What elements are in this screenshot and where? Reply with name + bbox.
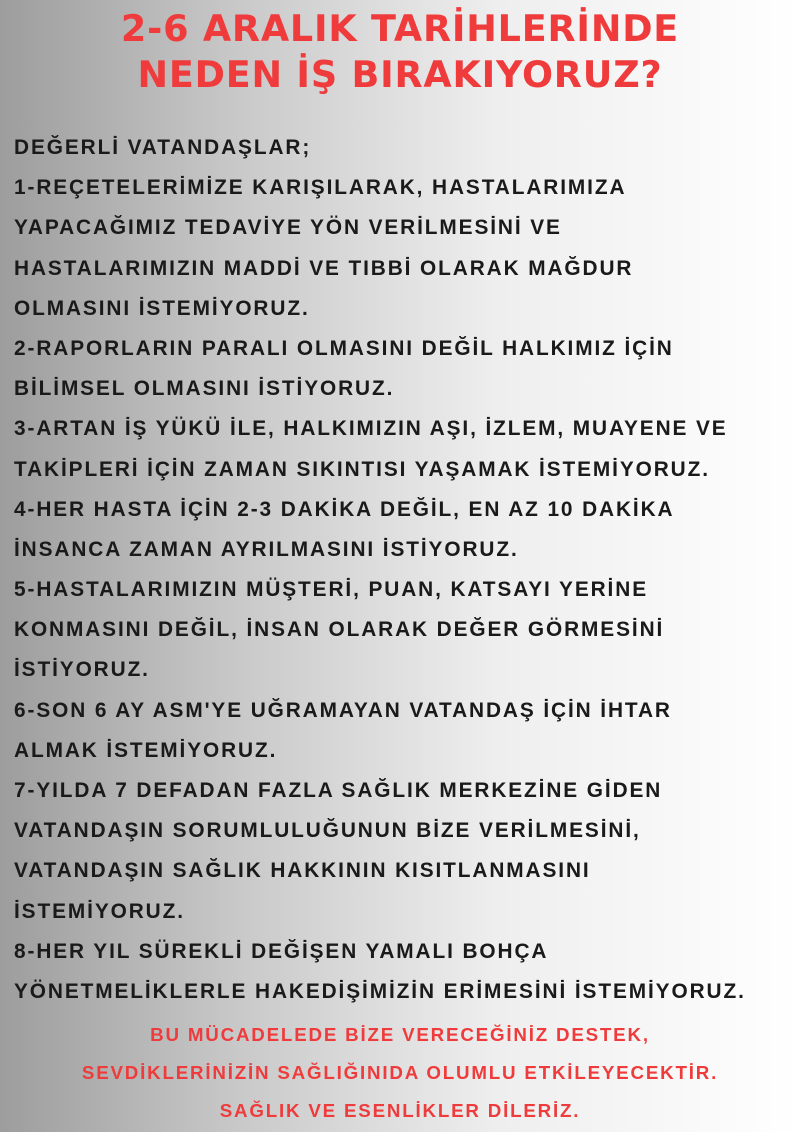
body-line: 5-HASTALARIMIZIN MÜŞTERİ, PUAN, KATSAYI YERİNE: [14, 578, 648, 602]
body-line: HASTALARIMIZIN MADDİ VE TIBBİ OLARAK MAĞDUR: [14, 256, 634, 280]
body-line: KONMASINI DEĞİL, İNSAN OLARAK DEĞER GÖRMESİNİ: [14, 618, 665, 642]
body-line: YÖNETMELİKLERLE HAKEDİŞİMİZİN ERİMESİNİ İSTEMİYORUZ.: [14, 979, 746, 1003]
footer-line: SAĞLIK VE ESENLİKLER DİLERİZ.: [219, 1100, 581, 1121]
body-line: 6-SON 6 AY ASM'YE UĞRAMAYAN VATANDAŞ İÇİN İHTAR: [14, 698, 672, 722]
body-line: 7-YILDA 7 DEFADAN FAZLA SAĞLIK MERKEZİNE GİDEN: [14, 779, 663, 802]
body-line: BİLİMSEL OLMASINI İSTİYORUZ.: [14, 377, 395, 401]
body-line: İSTEMİYORUZ.: [14, 899, 185, 923]
body-line: VATANDAŞIN SORUMLULUĞUNUN BİZE VERİLMESİNİ,: [14, 819, 641, 843]
body-line: İNSANCA ZAMAN AYRILMASINI İSTİYORUZ.: [14, 537, 519, 561]
body-line: OLMASINI İSTEMİYORUZ.: [14, 296, 310, 320]
footer-line: BU MÜCADELEDE BİZE VERECEĞİNİZ DESTEK,: [150, 1024, 650, 1045]
body-line: YAPACAĞIMIZ TEDAVİYE YÖN VERİLMESİNİ VE: [14, 216, 562, 240]
title-line-1: 2-6 ARALIK TARİHLERİNDE: [120, 7, 680, 50]
title-line-2: NEDEN İŞ BIRAKIYORUZ?: [137, 53, 663, 96]
body-line: 4-HER HASTA İÇİN 2-3 DAKİKA DEĞİL, EN AZ 10 DAKİKA: [14, 497, 675, 521]
poster-body: [14, 128, 800, 1012]
poster-footer: [0, 1016, 800, 1130]
body-line: 2-RAPORLARIN PARALI OLMASINI DEĞİL HALKIMIZ İÇİN: [14, 336, 674, 360]
body-line: TAKİPLERİ İÇİN ZAMAN SIKINTISI YAŞAMAK İSTEMİYORUZ.: [14, 457, 710, 481]
footer-line: SEVDİKLERİNİZİN SAĞLIĞINIDA OLUMLU ETKİLEYECEKTİR.: [81, 1062, 719, 1083]
poster-title: [0, 6, 800, 98]
greeting-line: DEĞERLİ VATANDAŞLAR;: [14, 136, 312, 159]
body-line: 3-ARTAN İŞ YÜKÜ İLE, HALKIMIZIN AŞI, İZLEM, MUAYENE VE: [14, 417, 728, 441]
body-line: 1-REÇETELERİMİZE KARIŞILARAK, HASTALARIMIZA: [14, 176, 627, 200]
body-line: ALMAK İSTEMİYORUZ.: [14, 738, 278, 762]
body-line: 8-HER YIL SÜREKLİ DEĞİŞEN YAMALI BOHÇA: [14, 939, 549, 963]
body-line: İSTİYORUZ.: [14, 658, 150, 682]
body-line: VATANDAŞIN SAĞLIK HAKKININ KISITLANMASINI: [14, 859, 591, 883]
